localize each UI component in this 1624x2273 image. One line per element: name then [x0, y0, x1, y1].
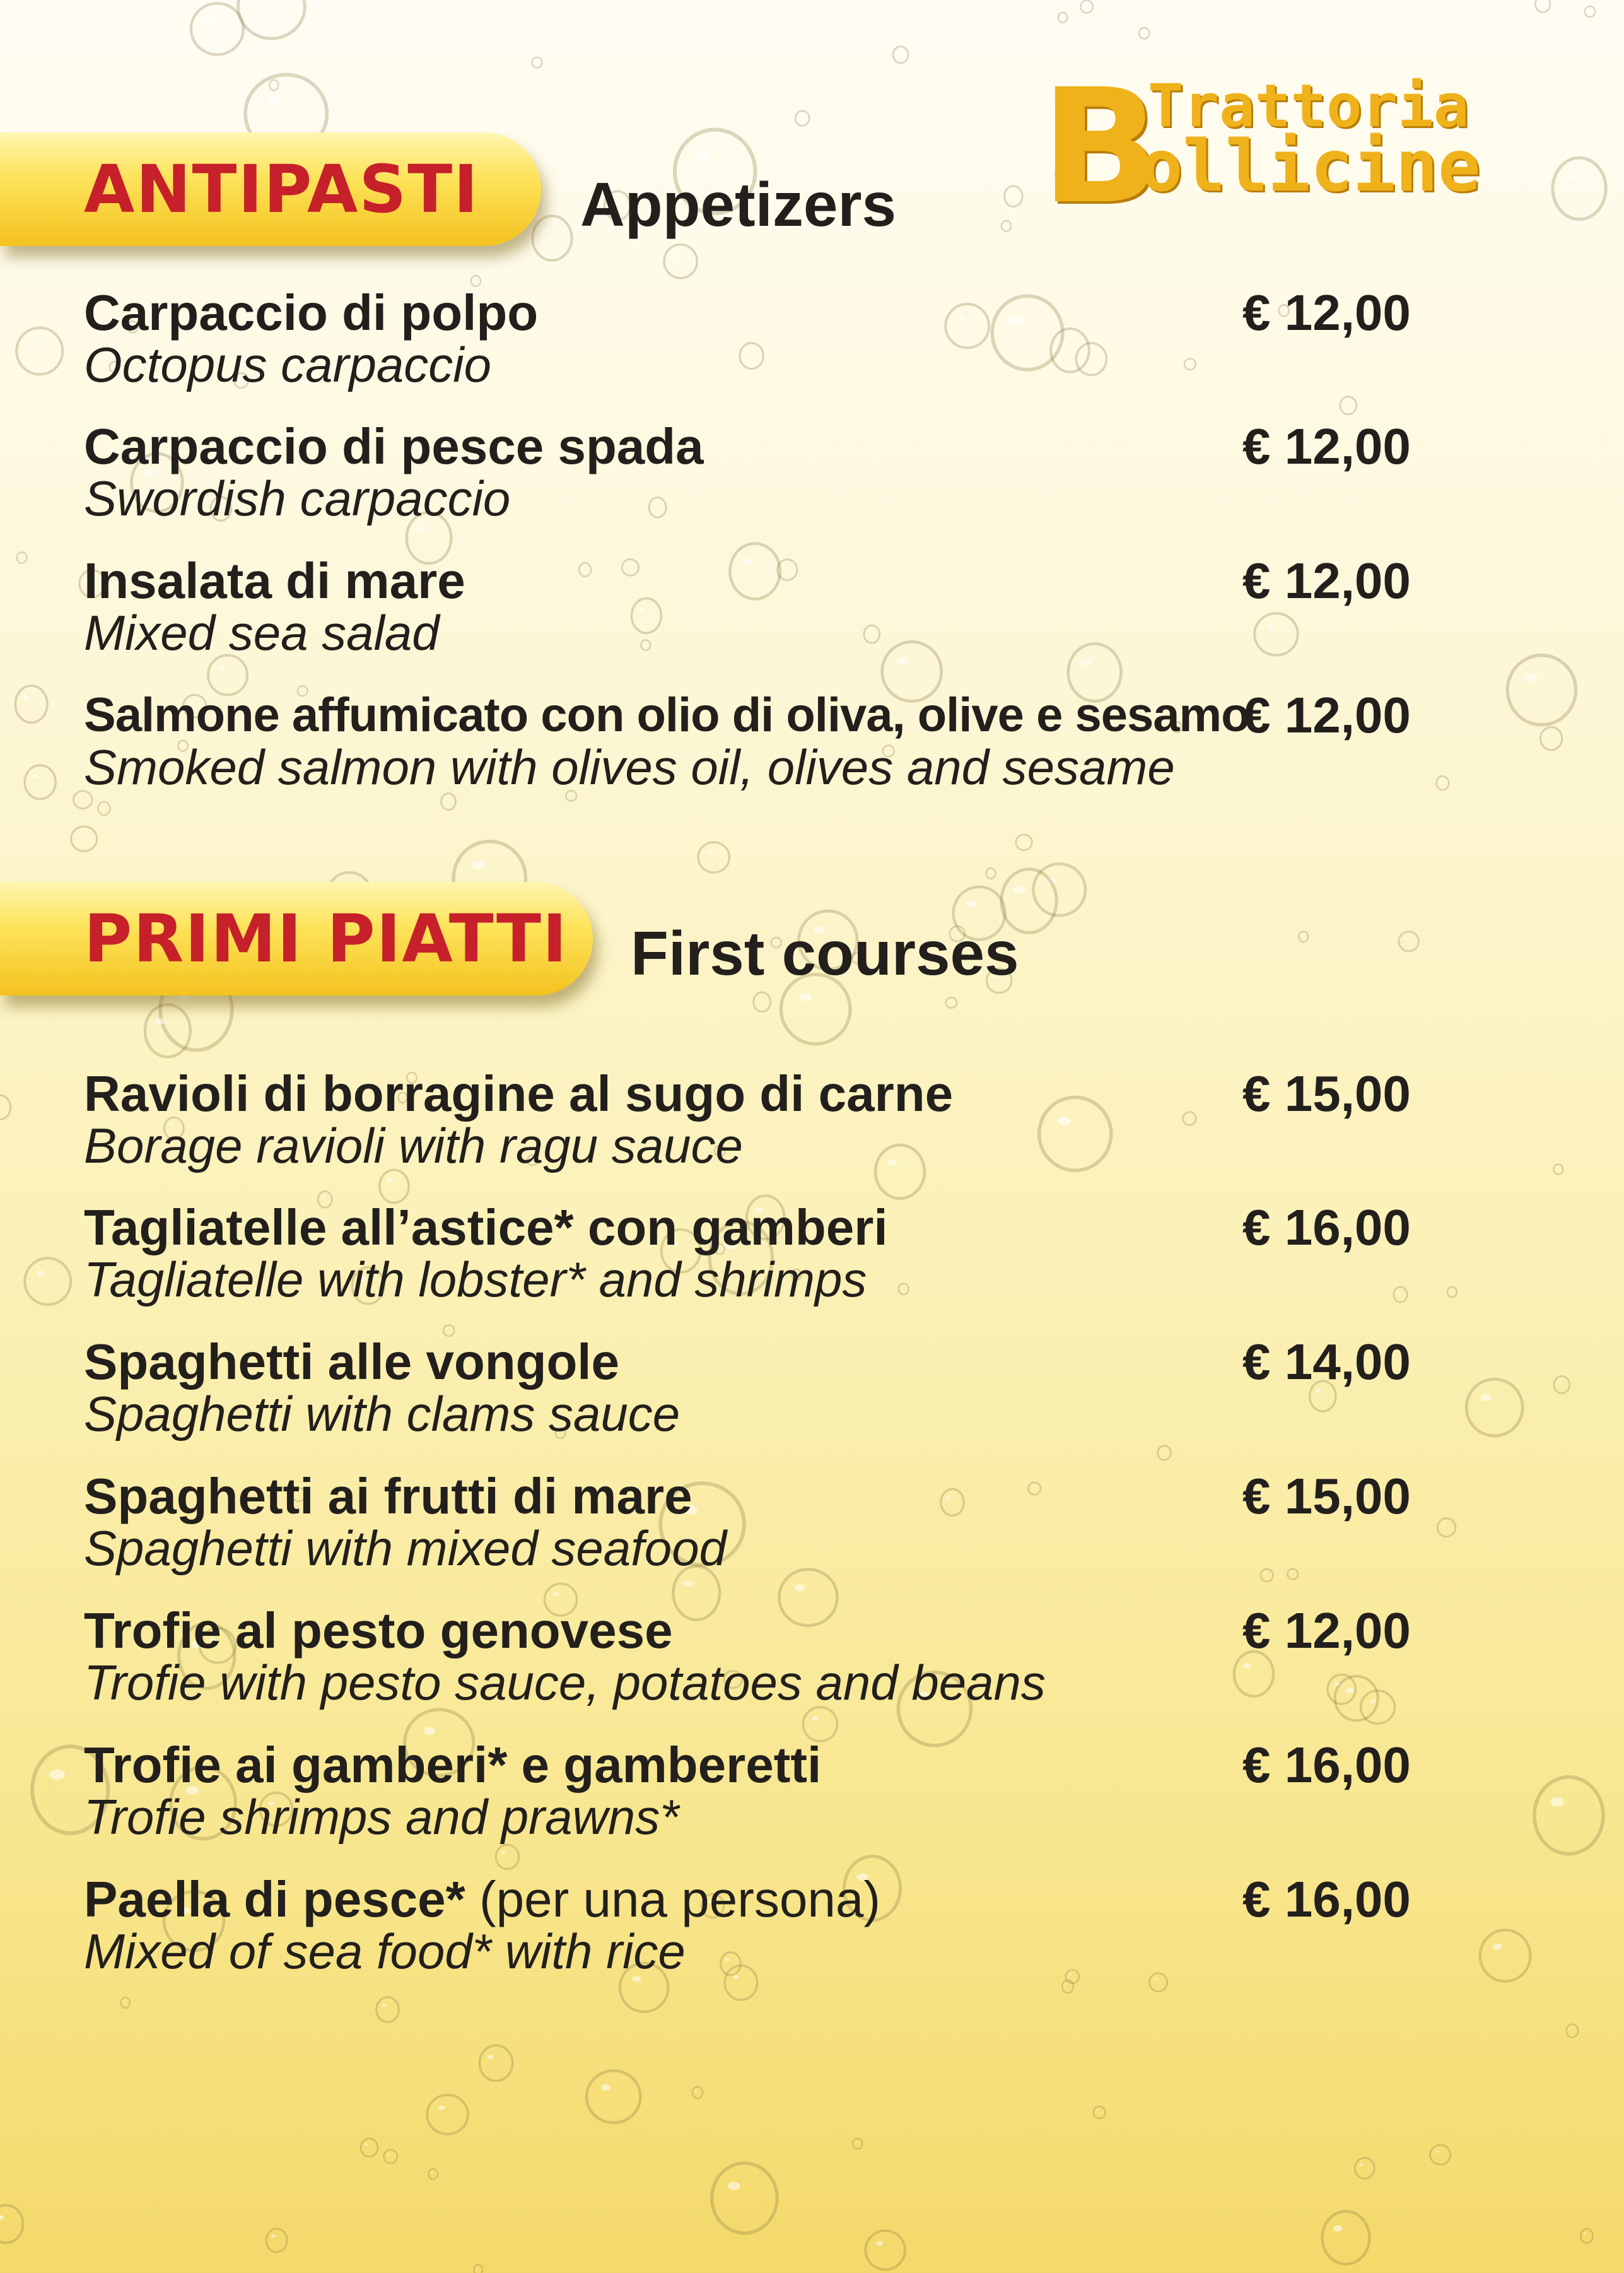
- bubble: [1535, 0, 1550, 12]
- menu-item: [84, 552, 1421, 678]
- bubble: [664, 245, 697, 278]
- item-price: € 16,00: [1242, 1737, 1411, 1793]
- bubble: [427, 2095, 468, 2134]
- bubble: [16, 328, 62, 375]
- item-price: € 12,00: [1242, 687, 1411, 743]
- bubble-highlight: [706, 850, 712, 854]
- item-name: Carpaccio di pesce spada: [84, 418, 704, 474]
- item-name: Spaghetti alle vongole: [84, 1334, 620, 1390]
- bubble-highlight: [1014, 886, 1025, 894]
- item-price: € 14,00: [1242, 1334, 1411, 1390]
- bubble-highlight: [431, 2171, 433, 2173]
- bubble-highlight: [1584, 2233, 1586, 2235]
- menu-item: [84, 1736, 1421, 1862]
- bubble-highlight: [155, 1018, 165, 1025]
- menu-item: [84, 1467, 1421, 1594]
- bubble: [121, 1997, 130, 2008]
- bubble: [946, 997, 957, 1008]
- item-name-main: Paella di pesce*: [84, 1871, 465, 1927]
- bubble: [1094, 2106, 1106, 2118]
- bubble-highlight: [1008, 191, 1012, 194]
- item-name: Salmone affumicato con olio di oliva, olive e sesamo: [84, 688, 1250, 742]
- section-title: PRIMI PIATTI: [84, 900, 568, 977]
- bubble: [1437, 776, 1449, 790]
- bubble-highlight: [488, 2055, 494, 2059]
- bubble: [361, 2139, 378, 2157]
- bubble-highlight: [365, 2144, 368, 2146]
- bubble-highlight: [1360, 2163, 1364, 2166]
- bubble-highlight: [1333, 2225, 1343, 2231]
- bubble: [238, 0, 305, 38]
- bubble-highlight: [1060, 15, 1062, 16]
- logo-initial: B: [1041, 55, 1161, 238]
- bubble: [479, 2045, 512, 2081]
- item-description: Swordish carpaccio: [84, 471, 511, 526]
- bubble: [1005, 186, 1023, 207]
- bubble-highlight: [438, 2105, 445, 2110]
- item-price: € 12,00: [1242, 1602, 1411, 1659]
- item-description: Octopus carpaccio: [84, 337, 491, 392]
- menu-item: [84, 1199, 1421, 1325]
- item-name: Insalata di mare: [84, 553, 465, 609]
- bubble-highlight: [23, 695, 30, 700]
- bubble-highlight: [1565, 174, 1576, 182]
- bubble-highlight: [1546, 733, 1550, 736]
- bubble-highlight: [1435, 2150, 1439, 2153]
- logo-line-1: Trattoria: [1148, 72, 1469, 141]
- bubble-highlight: [1525, 674, 1538, 682]
- bubble-highlight: [0, 2215, 4, 2219]
- bubble-highlight: [1449, 1289, 1451, 1291]
- bubble: [853, 2139, 862, 2149]
- item-price: € 12,00: [1242, 285, 1411, 341]
- bubble: [1323, 2211, 1370, 2264]
- bubble-highlight: [1020, 839, 1023, 841]
- bubble: [25, 765, 55, 799]
- item-description: Smoked salmon with olives oil, olives and sesame: [84, 739, 1175, 795]
- item-name: [84, 1871, 880, 1929]
- menu-item: [84, 284, 1421, 410]
- bubble-highlight: [123, 2000, 125, 2002]
- bubble-highlight: [672, 254, 679, 257]
- item-description: Mixed of sea food* with rice: [84, 1924, 686, 1979]
- bubble-highlight: [949, 1001, 950, 1002]
- bubble-highlight: [446, 1328, 448, 1329]
- bubble-highlight: [37, 1271, 45, 1276]
- item-description: Borage ravioli with ragu sauce: [84, 1118, 743, 1173]
- bubble-highlight: [382, 2004, 386, 2007]
- item-name: Ravioli di borragine al sugo di carne: [84, 1066, 954, 1122]
- bubble-highlight: [1481, 1394, 1491, 1401]
- bubble-highlight: [988, 871, 990, 872]
- bubble-highlight: [728, 2182, 740, 2190]
- bubble: [1554, 1376, 1570, 1393]
- logo-line-2: ollicine: [1140, 126, 1481, 208]
- bubble: [1081, 1, 1093, 13]
- bubble-highlight: [876, 2241, 883, 2245]
- menu-item: [84, 686, 1421, 813]
- item-price: € 16,00: [1242, 1871, 1411, 1927]
- bubble: [1466, 1379, 1522, 1436]
- item-name: Trofie ai gamberi* e gamberetti: [84, 1737, 822, 1793]
- bubble-highlight: [78, 833, 83, 836]
- bubble-highlight: [1439, 780, 1442, 782]
- item-name-note: (per una persona): [465, 1871, 880, 1927]
- bubble: [1567, 2024, 1578, 2038]
- menu-item: [84, 1871, 1421, 1997]
- bubble: [1355, 2158, 1374, 2179]
- section-title: ANTIPASTI: [84, 151, 479, 228]
- bubble-highlight: [695, 2090, 697, 2091]
- bubble: [145, 1004, 190, 1057]
- bubble: [1002, 221, 1011, 232]
- bubble: [1585, 6, 1595, 17]
- bubble: [1058, 13, 1067, 23]
- bubble: [698, 842, 729, 872]
- bubble-highlight: [205, 17, 214, 23]
- bubble-highlight: [1558, 1381, 1561, 1383]
- bubble: [587, 2070, 640, 2123]
- bubble-highlight: [20, 555, 21, 556]
- bubble-highlight: [32, 774, 38, 778]
- bubble-highlight: [79, 796, 82, 797]
- bubble: [1534, 1777, 1603, 1854]
- item-name: Carpaccio di polpo: [84, 285, 539, 341]
- bubble-highlight: [1550, 1797, 1564, 1807]
- bubble: [191, 3, 243, 54]
- bubble-highlight: [1301, 934, 1303, 936]
- bubble-highlight: [1084, 4, 1086, 5]
- item-description: Trofie shrimps and prawns*: [84, 1789, 679, 1845]
- bubble: [384, 2150, 397, 2163]
- bubble: [1447, 1287, 1457, 1298]
- item-price: € 15,00: [1242, 1468, 1411, 1524]
- menu-item: [84, 1333, 1421, 1459]
- bubble: [15, 686, 47, 723]
- section-subtitle: First courses: [631, 919, 1019, 988]
- item-name: Spaghetti ai frutti di mare: [84, 1468, 692, 1524]
- bubble-highlight: [1096, 2110, 1098, 2111]
- item-name: Trofie al pesto genovese: [84, 1602, 673, 1659]
- bubble-highlight: [271, 2235, 276, 2238]
- bubble-highlight: [321, 1195, 324, 1197]
- bubble-highlight: [1493, 1944, 1502, 1950]
- bubble-highlight: [967, 901, 976, 907]
- item-price: € 16,00: [1242, 1199, 1411, 1255]
- bubble-highlight: [1004, 223, 1006, 225]
- bubble: [1540, 727, 1562, 750]
- bubble-highlight: [542, 228, 550, 233]
- bubble: [692, 2087, 703, 2098]
- bubble-highlight: [1556, 1167, 1558, 1168]
- bubble-highlight: [799, 115, 802, 117]
- bubble: [474, 2265, 482, 2273]
- bubble: [532, 216, 571, 260]
- bubble-highlight: [476, 2267, 477, 2269]
- bubble: [25, 1258, 71, 1305]
- bubble-highlight: [472, 861, 486, 870]
- item-price: € 15,00: [1242, 1066, 1411, 1122]
- bubble: [266, 2229, 287, 2252]
- bubble: [377, 1997, 399, 2023]
- bubble-highlight: [1539, 1, 1542, 3]
- bubble: [1553, 1165, 1563, 1175]
- bubble-highlight: [855, 2141, 857, 2142]
- bubble: [17, 552, 27, 563]
- bubble: [1580, 2229, 1593, 2243]
- bubble: [1139, 28, 1149, 38]
- item-description: Spaghetti with mixed seafood: [84, 1520, 727, 1576]
- bubble-highlight: [897, 51, 900, 53]
- bubble: [1437, 1518, 1456, 1537]
- bubble: [0, 2205, 23, 2243]
- bubble-highlight: [473, 279, 475, 280]
- menu-item: [84, 1602, 1421, 1728]
- bubble: [754, 992, 771, 1012]
- bubble-highlight: [28, 340, 37, 346]
- bubble: [1480, 1930, 1531, 1981]
- section-subtitle: Appetizers: [580, 170, 897, 239]
- bubble-highlight: [695, 152, 710, 162]
- bubble: [712, 2163, 778, 2233]
- bubble-highlight: [601, 2084, 610, 2091]
- bubble-highlight: [49, 1770, 65, 1780]
- bubble: [428, 2169, 438, 2179]
- item-description: Tagliatelle with lobster* and shrimps: [84, 1252, 867, 1307]
- bubble-highlight: [387, 2153, 390, 2155]
- bubble: [1399, 932, 1418, 951]
- bubble-highlight: [799, 993, 812, 1001]
- bubble: [865, 2231, 905, 2270]
- item-price: € 12,00: [1242, 553, 1411, 609]
- bubble-highlight: [423, 1727, 435, 1736]
- bubble: [1299, 932, 1308, 943]
- bubble-highlight: [271, 83, 273, 84]
- item-description: Mixed sea salad: [84, 605, 440, 661]
- bubble: [1430, 2145, 1451, 2164]
- item-description: Trofie with pesto sauce, potatoes and beans: [84, 1655, 1046, 1710]
- bubble: [269, 80, 278, 91]
- bubble: [893, 47, 908, 63]
- menu-item: [84, 418, 1421, 544]
- bubble: [71, 826, 97, 851]
- bubble: [986, 868, 996, 879]
- bubble: [1016, 835, 1032, 850]
- bubble: [1553, 158, 1606, 219]
- item-price: € 12,00: [1242, 418, 1411, 474]
- item-name: Tagliatelle all’astice* con gamberi: [84, 1199, 888, 1255]
- bubble-highlight: [534, 60, 536, 61]
- item-description: Spaghetti with clams sauce: [84, 1386, 681, 1442]
- bubble-highlight: [1404, 937, 1408, 939]
- bubble: [532, 57, 542, 68]
- bubble-highlight: [267, 95, 281, 105]
- bubble: [0, 1095, 11, 1119]
- menu-item: [84, 1065, 1421, 1191]
- bubble-highlight: [1569, 2028, 1572, 2029]
- bubble: [795, 111, 809, 126]
- bubble-highlight: [1442, 1523, 1446, 1525]
- bubble: [1507, 655, 1575, 725]
- bubble-highlight: [1587, 9, 1589, 11]
- bubble-highlight: [757, 997, 761, 1000]
- bubble-highlight: [1142, 31, 1143, 32]
